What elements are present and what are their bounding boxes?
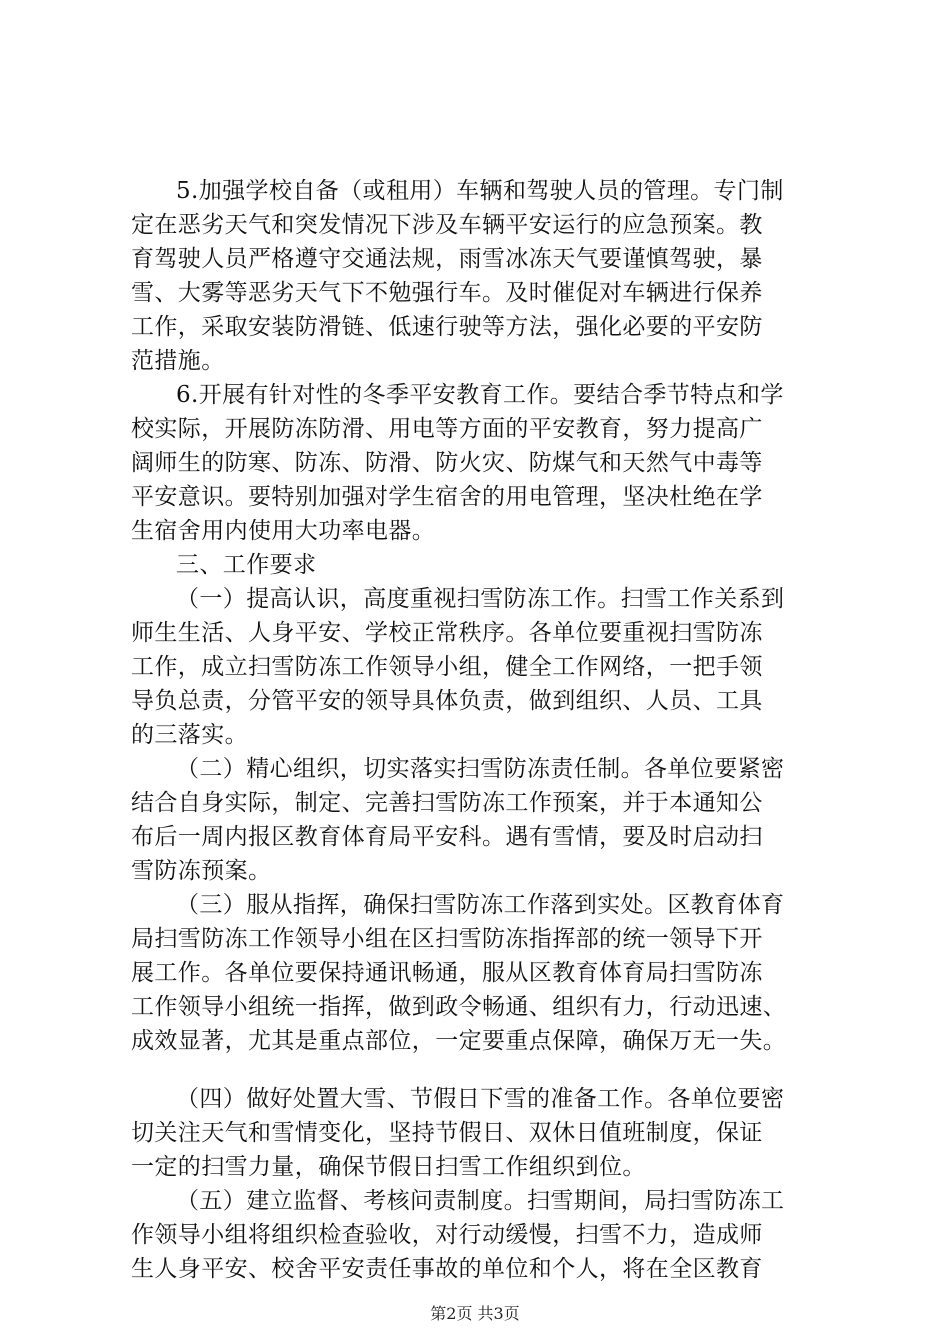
- item-2-line-1: （二）精心组织，切实落实扫雪防冻责任制。各单位要紧密: [176, 756, 785, 782]
- item-3-line-1: （三）服从指挥，确保扫雪防冻工作落到实处。区教育体育: [176, 892, 785, 918]
- item-4-line-1: （四）做好处置大雪、节假日下雪的准备工作。各单位要密: [176, 1086, 785, 1112]
- paragraph-5-line-6: 范措施。: [131, 348, 225, 374]
- item-4-line-3: 一定的扫雪力量，确保节假日扫雪工作组织到位。: [131, 1154, 646, 1180]
- item-2-line-4: 雪防冻预案。: [131, 858, 272, 884]
- item-3-line-4: 工作领导小组统一指挥，做到政令畅通、组织有力，行动迅速、: [131, 994, 787, 1020]
- item-2-line-2: 结合自身实际，制定、完善扫雪防冻工作预案，并于本通知公: [131, 790, 763, 816]
- paragraph-6-line-4: 平安意识。要特别加强对学生宿舍的用电管理，坚决杜绝在学: [131, 484, 763, 510]
- item-3-line-2: 局扫雪防冻工作领导小组在区扫雪防冻指挥部的统一领导下开: [131, 926, 763, 952]
- page-number-footer: 第2页 共3页: [430, 1304, 520, 1323]
- paragraph-5-line-1: 5.加强学校自备（或租用）车辆和驾驶人员的管理。专门制: [176, 178, 784, 204]
- section-heading: 三、工作要求: [176, 552, 317, 578]
- item-1-line-3: 工作，成立扫雪防冻工作领导小组，健全工作网络，一把手领: [131, 654, 763, 680]
- item-5-line-1: （五）建立监督、考核问责制度。扫雪期间，局扫雪防冻工: [176, 1188, 785, 1214]
- item-4-line-2: 切关注天气和雪情变化，坚持节假日、双休日值班制度，保证: [131, 1120, 763, 1146]
- paragraph-5-line-4: 雪、大雾等恶劣天气下不勉强行车。及时催促对车辆进行保养: [131, 280, 763, 306]
- item-3-line-5: 成效显著，尤其是重点部位，一定要重点保障，确保万无一失。: [131, 1028, 787, 1054]
- paragraph-5-line-5: 工作，采取安装防滑链、低速行驶等方法，强化必要的平安防: [131, 314, 763, 340]
- item-2-line-3: 布后一周内报区教育体育局平安科。遇有雪情，要及时启动扫: [131, 824, 763, 850]
- item-1-line-5: 的三落实。: [131, 722, 248, 748]
- paragraph-5-line-2: 定在恶劣天气和突发情况下涉及车辆平安运行的应急预案。教: [131, 212, 763, 238]
- item-1-line-2: 师生生活、人身平安、学校正常秩序。各单位要重视扫雪防冻: [131, 620, 763, 646]
- paragraph-6-line-5: 生宿舍用内使用大功率电器。: [131, 518, 436, 544]
- paragraph-6-line-3: 阔师生的防寒、防冻、防滑、防火灾、防煤气和天然气中毒等: [131, 450, 763, 476]
- item-5-line-3: 生人身平安、校舍平安责任事故的单位和个人，将在全区教育: [131, 1256, 763, 1282]
- item-3-line-3: 展工作。各单位要保持通讯畅通，服从区教育体育局扫雪防冻: [131, 960, 763, 986]
- paragraph-5-line-3: 育驾驶人员严格遵守交通法规，雨雪冰冻天气要谨慎驾驶，暴: [131, 246, 763, 272]
- item-5-line-2: 作领导小组将组织检查验收，对行动缓慢，扫雪不力，造成师: [131, 1222, 763, 1248]
- paragraph-6-line-2: 校实际，开展防冻防滑、用电等方面的平安教育，努力提高广: [131, 416, 763, 442]
- item-1-line-4: 导负总责，分管平安的领导具体负责，做到组织、人员、工具: [131, 688, 763, 714]
- item-1-line-1: （一）提高认识，高度重视扫雪防冻工作。扫雪工作关系到: [176, 586, 785, 612]
- paragraph-6-line-1: 6.开展有针对性的冬季平安教育工作。要结合季节特点和学: [176, 382, 784, 408]
